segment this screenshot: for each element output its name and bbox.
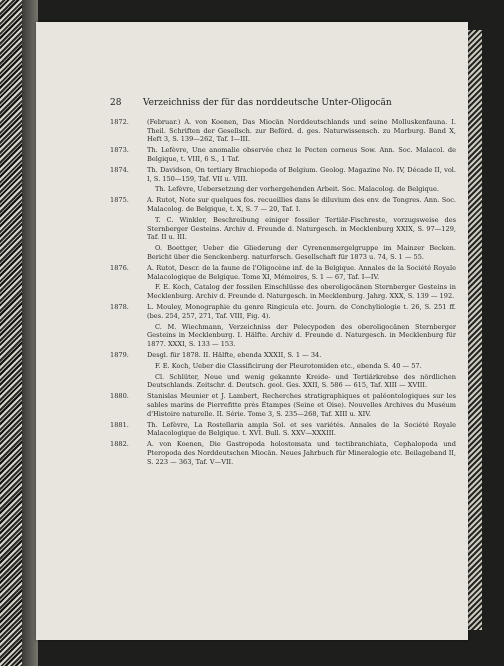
entry-text: C. M. Wiechmann, Verzeichniss der Pelecypoden des oberoligocänen Sternberger Gesteins in Mecklenburg. I. Hälfte. Archiv d. Freunde d. Naturgesch. in Mecklenburg für 1877. XXXI, S. 133 — 153. <box>147 322 456 349</box>
bibliography-entry <box>110 373 456 390</box>
entry-year: 1873. <box>110 146 129 155</box>
entry-year: 1880. <box>110 392 129 401</box>
bibliography-entry <box>110 421 456 438</box>
page-edges <box>468 30 482 630</box>
entry-text: A. Rutot, Descr. de la faune de l'Oligocène inf. de la Belgique. Annales de la Société Royale Malacologique de Belgique. Tome XI, Mémoires, S. 1 — 67, Taf. I—IV. <box>147 263 456 281</box>
bibliography-entry <box>110 244 456 261</box>
entry-text: A. von Koenen, Die Gastropoda holostomata und tectibranchiata, Cephalopoda und Pteropoda des Norddeutschen Miocän. Neues Jahrbuch für Mineralogie etc. Beilageband II, S. 223 — 363, Taf. V—VII. <box>147 440 456 466</box>
bibliography-entry <box>110 283 456 300</box>
entry-text: O. Boettger, Ueber die Gliederung der Cyrenenmergelgruppe im Mainzer Becken. Bericht über die Senckenberg. naturforsch. Gesellschaft für 1873 u. 74, S. 1 — 55. <box>147 244 456 261</box>
entry-text: Th. Davidson, On tertiary Brachiopoda of Belgium. Geolog. Magazine No. IV, Décade II, vol. I, S. 150—159, Taf. VII u. VIII. <box>147 165 456 183</box>
bibliography-entry <box>110 392 456 418</box>
bibliography-entry <box>110 362 456 371</box>
entry-text: Stanislas Meunier et J. Lambert, Recherches stratigraphiques et paléontologiques sur les sables marins de Pierrefitte près Étampes (Seine et Oise). Nouvelles Archives du Muséum d'Histoire naturelle. II. Série. Tome 3, S. 235—268, Taf. XIII u. XIV. <box>147 392 456 418</box>
bibliography-entry <box>110 216 456 242</box>
entry-year: 1872. <box>110 118 129 126</box>
bibliography-entry <box>110 196 456 213</box>
entry-year: 1882. <box>110 440 129 449</box>
entry-text: (Februar.) A. von Koenen, Das Miocän Norddeutschlands und seine Molluskenfauna. I. Theil. Schriften der Gesellsch. zur Beförd. d. ges. Naturwissensch. zu Marburg. Band X, Heft 3, S. 139—262, Taf. I—III. <box>147 118 456 144</box>
entry-text: L. Mouley, Monographie du genre Ringicula etc. Journ. de Conchyliologie t. 26, S. 251 ff. (bes. 254, 257, 271, Taf. VIII, Fig. 4). <box>147 303 456 320</box>
entry-year: 1875. <box>110 196 129 205</box>
bibliography-entry <box>110 323 456 349</box>
entry-text: Th. Lefèvre, Une anomalie observée chez le Pecten corneus Sow. Ann. Soc. Malacol. de Belgique, t. VIII, 6 S., 1 Taf. <box>147 146 456 163</box>
bibliography-entry <box>110 303 456 320</box>
entry-year: 1876. <box>110 263 129 272</box>
entry-text: T. C. Winkler, Beschreibung einiger fossiler Tertiär-Fischreste, vorzugsweise des Sternberger Gesteins. Archiv d. Freunde d. Naturgesch. in Mecklenburg XXIX, S. 97—129, Taf. II u. III. <box>147 215 456 242</box>
page-number: 28 <box>110 98 122 108</box>
entry-text: Th. Lefèvre, La Rostellaria ampla Sol. et ses variétés. Annales de la Société Royale Malacologique de Belgique. t. XVI. Bull. S. XXV—XXXIII. <box>147 420 456 438</box>
bibliography-entry <box>110 146 456 163</box>
entry-text: Th. Lefèvre, Uebersetzung der vorhergehenden Arbeit. Soc. Malacolog. de Belgique. <box>155 185 439 194</box>
bibliography-list <box>110 118 456 469</box>
entry-text: Desgl. für 1878. II. Hälfte, ebenda XXXII, S. 1 — 34. <box>147 350 322 359</box>
entry-year: 1878. <box>110 303 129 312</box>
bibliography-entry <box>110 351 456 360</box>
entry-text: F. E. Koch, Catalog der fossilen Einschlüsse des oberoligocänen Sternberger Gesteins in Mecklenburg. Archiv d. Freunde d. Naturgesch. in Mecklenburg. Jahrg. XXX, S. 139 — 192. <box>147 283 456 301</box>
bibliography-entry <box>110 185 456 194</box>
bibliography-entry <box>110 264 456 281</box>
entry-year: 1874. <box>110 165 129 174</box>
bibliography-entry <box>110 118 456 144</box>
running-title: Verzeichniss der für das norddeutsche Unter-Oligocän <box>143 98 392 108</box>
entry-year: 1879. <box>110 350 129 359</box>
bibliography-entry <box>110 440 456 466</box>
bibliography-entry <box>110 166 456 183</box>
marbled-cover <box>0 0 22 666</box>
entry-text: A. Rutot, Note sur quelques fos. recueillies dans le diluvium des env. de Tongres. Ann. Soc. Malacolog. de Belgique, t. X, S. 7 — 20, Taf. I. <box>147 196 456 214</box>
entry-text: F. E. Koch, Ueber die Classificirung der Pleurotomiden etc., ebenda S. 40 — 57. <box>155 361 422 370</box>
entry-text: Cl. Schlüter, Neue und wenig gekannte Kreide- und Tertiärkrebse des nördlichen Deutschlands. Zeitschr. d. Deutsch. geol. Ges. XXII, S. 586 — 615, Taf. XIII — XVIII. <box>147 372 456 390</box>
entry-year: 1881. <box>110 420 129 429</box>
